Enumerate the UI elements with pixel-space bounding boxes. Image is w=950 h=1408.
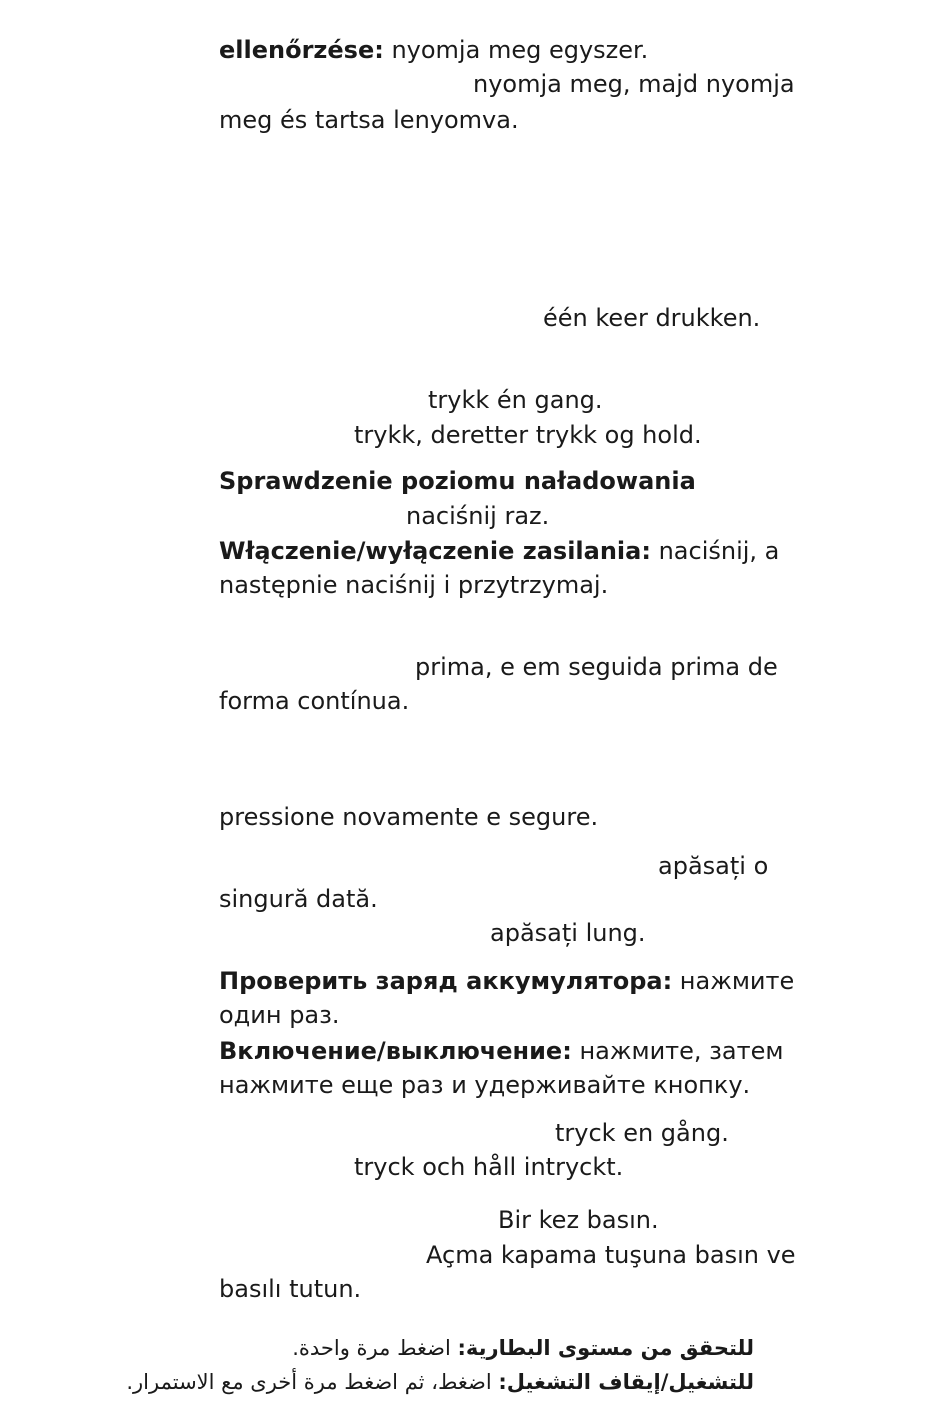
ru-battery-line bbox=[219, 964, 794, 998]
no-battery-line: trykk én gang. bbox=[428, 386, 603, 414]
br-power-line: pressione novamente e segure. bbox=[219, 803, 599, 831]
ru-power-label: Включение/выключение: bbox=[219, 1037, 572, 1065]
ro-battery-line: apăsați o bbox=[658, 852, 769, 880]
pt-power-line: prima, e em seguida prima de bbox=[415, 653, 778, 681]
pl-power-line bbox=[219, 534, 779, 568]
pl-battery-text: naciśnij raz. bbox=[406, 502, 550, 530]
ro-power-line: apăsați lung. bbox=[490, 919, 646, 947]
ru-battery-text: нажмите bbox=[672, 967, 795, 995]
hu-battery-line bbox=[219, 33, 648, 67]
tr-power-line: Açma kapama tuşuna basın ve bbox=[426, 1241, 796, 1269]
hu-power-line-cont: meg és tartsa lenyomva. bbox=[219, 106, 519, 134]
tr-power-line-cont: basılı tutun. bbox=[219, 1275, 362, 1303]
ar-battery-text: اضغط مرة واحدة. bbox=[292, 1336, 458, 1360]
pt-power-line-cont: forma contínua. bbox=[219, 687, 410, 715]
ar-power-label: للتشغيل/إيقاف التشغيل: bbox=[498, 1370, 754, 1394]
ru-battery-line-cont: один раз. bbox=[219, 1001, 340, 1029]
ru-power-line bbox=[219, 1034, 784, 1068]
ar-battery-label: للتحقق من مستوى البطارية: bbox=[457, 1336, 754, 1360]
no-power-line: trykk, deretter trykk og hold. bbox=[354, 421, 702, 449]
pl-battery-label-text: Sprawdzenie poziomu naładowania bbox=[219, 467, 696, 495]
ar-battery-line bbox=[292, 1333, 754, 1363]
sv-power-line: tryck och håll intryckt. bbox=[354, 1153, 624, 1181]
pl-power-label: Włączenie/wyłączenie zasilania: bbox=[219, 537, 651, 565]
sv-battery-line: tryck en gång. bbox=[555, 1119, 729, 1147]
hu-battery-text: nyomja meg egyszer. bbox=[383, 36, 649, 64]
tr-battery-line: Bir kez basın. bbox=[498, 1206, 659, 1234]
hu-power-line: nyomja meg, majd nyomja bbox=[473, 70, 795, 98]
pl-power-text: naciśnij, a bbox=[650, 537, 780, 565]
ru-power-text: нажмите, затем bbox=[571, 1037, 784, 1065]
nl-battery-line: één keer drukken. bbox=[543, 304, 761, 332]
ru-battery-label: Проверить заряд аккумулятора: bbox=[219, 967, 673, 995]
hu-battery-label: ellenőrzése: bbox=[219, 36, 384, 64]
ar-power-text: اضغط، ثم اضغط مرة أخرى مع الاستمرار. bbox=[126, 1370, 499, 1394]
ar-power-line bbox=[126, 1367, 754, 1397]
ro-battery-line-cont: singură dată. bbox=[219, 885, 378, 913]
pl-power-line-cont: następnie naciśnij i przytrzymaj. bbox=[219, 571, 609, 599]
pl-battery-label bbox=[219, 464, 696, 498]
ru-power-line-cont: нажмите еще раз и удерживайте кнопку. bbox=[219, 1071, 751, 1099]
